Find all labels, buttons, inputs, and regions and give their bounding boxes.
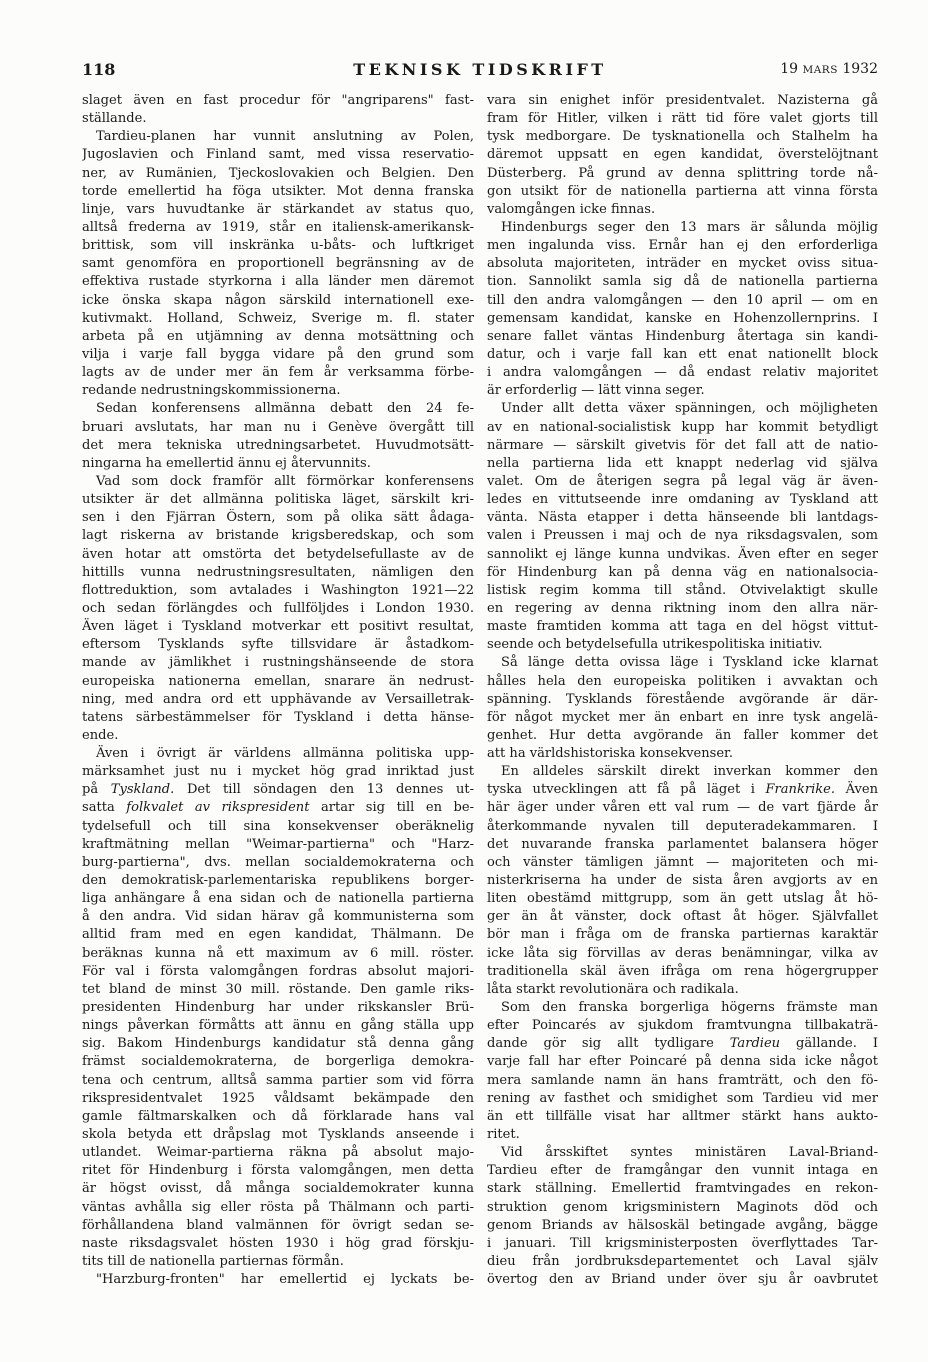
text-line: ner, av Rumänien, Tjeckoslovakien och Belgien. Den bbox=[82, 165, 474, 181]
text-line: nella partierna lida ett knappt nederlag vid själva bbox=[487, 455, 878, 471]
text-line: kutivmakt. Holland, Schweiz, Sverige m. fl. stater bbox=[82, 310, 474, 326]
text-line: mande av jämlikhet i rustningshänseende de stora bbox=[82, 655, 474, 671]
text-line: däremot uppsatt en egen kandidat, överstelöjtnant bbox=[487, 147, 878, 163]
text-line: är erforderlig — lätt vinna seger. bbox=[487, 383, 705, 399]
text-line: nings påverkan förmåtts att ännu en gång ställa upp bbox=[82, 1018, 474, 1034]
text-line: Som den franska borgerliga högerns främste man bbox=[501, 1000, 878, 1016]
text-line: Hindenburgs seger den 13 mars är sålunda möjlig bbox=[501, 219, 878, 235]
text-line: Jugoslavien och Finland samt, med vissa reservatio- bbox=[82, 147, 474, 163]
text-line: traditionella skäl även ifråga om rena högergrupper bbox=[487, 963, 878, 979]
text-line: icke önska skapa någon särskild internationell exe- bbox=[82, 292, 474, 308]
page-header bbox=[82, 60, 878, 84]
text-line: skola betyda ett dråpslag mot Tysklands anseende i bbox=[82, 1127, 474, 1143]
text-line: Under allt detta växer spänningen, och möjligheten bbox=[501, 401, 878, 417]
text-line: ritet för Hindenburg i första valomgången, men detta bbox=[82, 1163, 474, 1179]
text-line: det mera tekniska utredningsarbetet. Huvudmotsätt- bbox=[82, 437, 474, 453]
text-line: tet bland de minst 30 mill. röstande. Den gamle riks- bbox=[82, 981, 474, 997]
text-line: övertog den av Briand under över sju år oavbrutet bbox=[487, 1272, 878, 1288]
text-line: Sedan konferensens allmänna debatt den 24 fe- bbox=[96, 401, 474, 417]
text-line: en regering av denna riktning inom den allra när- bbox=[487, 600, 878, 616]
text-line: europeiska nationerna emellan, snarare än nedrust- bbox=[82, 673, 474, 689]
text-line: presidenten Hindenburg har under rikskansler Brü- bbox=[82, 1000, 474, 1016]
text-line: valen i Preussen i maj och de nya riksdagsvalen, som bbox=[487, 528, 878, 544]
text-line: ritet. bbox=[487, 1127, 520, 1143]
text-line: det nuvarande franska parlamentet balansera höger bbox=[487, 836, 878, 852]
text-line: alltid fram med en egen kandidat, Thälmann. De bbox=[82, 927, 474, 943]
text-line: absoluta majoriteten, inträder en mycket oviss situa- bbox=[487, 256, 878, 272]
text-line: beräknas kunna nå ett maximum av 6 mill. röster. bbox=[82, 945, 474, 961]
text-line: rikspresidentvalet 1925 våldsamt bekämpade den bbox=[82, 1090, 474, 1106]
text-line: ende. bbox=[82, 727, 119, 743]
page-number: 118 bbox=[82, 60, 116, 79]
text-line: tits till de nationella partiernas förmån. bbox=[82, 1254, 344, 1269]
text-line: är högst ovisst, då många socialdemokrater kunna bbox=[82, 1181, 474, 1197]
text-line: spänning. Tysklands förestående avgörande är där- bbox=[487, 691, 878, 707]
text-line: i andra valomgången — då endast relativ majoritet bbox=[487, 365, 878, 381]
text-line: gon utsikt för de nationella partierna att vinna första bbox=[487, 183, 878, 199]
text-line: för Hindenburg kan på denna väg en nationalsocia- bbox=[487, 564, 878, 580]
text-line: bör man i fråga om de franska partiernas karaktär bbox=[487, 927, 878, 943]
text-line: rening av fasthet och smidighet som Tardieu vid mer bbox=[487, 1090, 878, 1106]
text-line: burg-partierna", dvs. mellan socialdemokraterna och bbox=[82, 854, 474, 870]
issue-date-month: MARS bbox=[802, 64, 838, 76]
text-line: slaget även en fast procedur för "angriparens" fast- bbox=[82, 93, 474, 108]
text-line: liten obestämd mittgrupp, som än gett utslag åt hö- bbox=[487, 891, 878, 907]
text-line: ger än åt vänster, dock oftast åt höger. Självfallet bbox=[487, 909, 878, 925]
text-line: men ingalunda viss. Ernår han ej den erforderliga bbox=[487, 238, 878, 254]
text-line: utlandet. Weimar-partierna räkna på absolut majo- bbox=[82, 1145, 474, 1161]
text-line: arbeta på en utjämning av denna motsättning och bbox=[82, 328, 474, 344]
text-line: sig. Bakom Hindenburgs kandidatur stå denna gång bbox=[82, 1036, 474, 1052]
text-line: brittisk, som vill inskränka u-båts- och luftkriget bbox=[82, 238, 474, 254]
text-line: återkommande nyvalen till deputeradekammaren. I bbox=[487, 818, 878, 834]
text-line: lagt riskerna av bristande krigsberedskap, och som bbox=[82, 528, 474, 544]
text-line: tena och centrum, alltså samma partier som vid förra bbox=[82, 1072, 474, 1088]
text-line: tatens särbestämmelser för Tyskland i detta hänse- bbox=[82, 709, 474, 725]
text-line: seende och betydelsefulla utrikespolitiska initiativ. bbox=[487, 637, 823, 653]
text-line: vara sin enighet inför presidentvalet. Nazisterna gå bbox=[487, 93, 878, 108]
text-line: valomgången icke finnas. bbox=[487, 201, 656, 217]
text-line: listisk regim komma till stånd. Otvivelaktigt skulle bbox=[487, 582, 878, 598]
text-line: Även i övrigt är världens allmänna politiska upp- bbox=[96, 746, 474, 762]
emphasized-text: Frankrike. bbox=[765, 782, 836, 798]
text-line: Så länge detta ovissa läge i Tyskland icke klarnat bbox=[501, 655, 878, 671]
text-line: förhållandena bland valmännen för övrigt sedan se- bbox=[82, 1217, 474, 1233]
text-line bbox=[82, 799, 474, 817]
journal-title: TEKNISK TIDSKRIFT bbox=[353, 60, 607, 79]
text-line: Tardieu-planen har vunnit anslutning av Polen, bbox=[96, 129, 474, 145]
text-line: dande gör sig allt tydligare Tardieu gällande. I bbox=[487, 1036, 878, 1052]
text-line: vilja i varje fall bygga vidare på den grund som bbox=[82, 346, 474, 362]
text-line: hålles hela den europeiska politiken i avvaktan och bbox=[487, 673, 878, 689]
text-line: fram för Hitler, vilken i rätt tid före valet gjorts till bbox=[487, 111, 878, 127]
text-line: samt genomföra en proportionell begränsning av de bbox=[82, 256, 474, 272]
text-line: sen i den Fjärran Östern, som på olika sätt ådaga- bbox=[82, 510, 474, 526]
text-line: ställande. bbox=[82, 111, 147, 127]
text-line: nisterkriserna ha under de sista åren avgjorts av en bbox=[487, 873, 878, 889]
text-line: Vid årsskiftet syntes ministären Laval-Briand- bbox=[501, 1145, 878, 1161]
text-line: maste framtiden komma att taga en del högst vittut- bbox=[487, 619, 878, 635]
text-line: tysk medborgare. De tysknationella och Stalhelm ha bbox=[487, 129, 878, 145]
text-line bbox=[82, 781, 474, 799]
text-line: att ha världshistoriska konsekvenser. bbox=[487, 746, 733, 762]
text-line: eftersom Tysklands syfte tillsvidare är åstadkom- bbox=[82, 637, 474, 653]
right-column bbox=[487, 92, 878, 1289]
text-line: effektiva rustade styrkorna i alla länder men däremot bbox=[82, 274, 474, 290]
text-line: ledes en vittutseende inre omdaning av Tyskland att bbox=[487, 492, 878, 508]
text-line: En alldeles särskilt direkt inverkan kommer den bbox=[501, 764, 878, 780]
text-line: genom Briands av hälsoskäl betingade avgång, bägge bbox=[487, 1217, 878, 1233]
issue-date bbox=[780, 61, 878, 77]
text-line: lagts av de under mer än fem år verksamma förbe- bbox=[82, 365, 474, 381]
text-line: den demokratisk-parlementariska republikens borger- bbox=[82, 873, 474, 889]
text-segment: artar sig till en be- bbox=[309, 800, 474, 816]
text-line: och vänster tämligen jämnt — majoriteten och mi- bbox=[487, 854, 878, 870]
text-line: valet. Om de återigen segra på legal väg är även- bbox=[487, 473, 878, 489]
text-line: struktion genom krigsministern Maginots död och bbox=[487, 1199, 878, 1215]
left-column bbox=[82, 92, 474, 1289]
text-line: även hotar att omstörta det betydelsefullaste av de bbox=[82, 546, 474, 562]
text-line: gemensam kandidat, kanske en Hohenzollernprins. I bbox=[487, 310, 878, 326]
text-line: ning, med andra ord ett upphävande av Versailletrak- bbox=[82, 691, 474, 707]
text-line: naste riksdagsvalet hösten 1930 i hög grad förskju- bbox=[82, 1235, 474, 1251]
text-line: och sedan förlängdes och fullföljdes i London 1930. bbox=[82, 600, 474, 616]
text-line: icke låta sig förvillas av deras benämningar, vilka av bbox=[487, 945, 878, 961]
text-line: tydelsefull och till sina konsekvenser oberäknelig bbox=[82, 818, 474, 834]
text-line: kraftmätning mellan "Weimar-partierna" och "Harz- bbox=[82, 836, 474, 852]
text-line: sannolikt ej länge kunna undvikas. Även efter en seger bbox=[487, 546, 878, 562]
text-line: varje fall har efter Poincaré på denna sida icke något bbox=[487, 1054, 878, 1070]
text-line: främst socialdemokraterna, de borgerliga demokra- bbox=[82, 1054, 474, 1070]
text-line: datur, och i varje fall kan ett enat nationellt block bbox=[487, 346, 878, 362]
text-line: bruari avslutats, har man nu i Genève övergått till bbox=[82, 419, 474, 435]
text-line: hittills vunna nedrustningsresultaten, nämligen den bbox=[82, 564, 474, 580]
text-line: Düsterberg. På grund av denna splittring torde nå- bbox=[487, 165, 878, 181]
text-segment: på bbox=[82, 782, 111, 798]
issue-date-year: 1932 bbox=[842, 61, 878, 77]
text-line: än ett tillfälle visat har alltmer stärkt hans aukto- bbox=[487, 1108, 878, 1124]
text-line: tion. Sannolikt samla sig då de nationella partierna bbox=[487, 274, 878, 290]
text-line: För val i första valomgången fordras absolut majori- bbox=[82, 963, 474, 979]
text-line: genhet. Hur detta avgörande än faller kommer det bbox=[487, 727, 878, 743]
text-line: låta starkt revolutionära och radikala. bbox=[487, 981, 739, 997]
text-line: å den andra. Vid sidan härav gå kommunisterna som bbox=[82, 909, 474, 925]
text-line: alltså frederna av 1919, står en italiensk-amerikansk- bbox=[82, 219, 474, 235]
text-line: för något mycket mer än enbart en inre tysk angelä- bbox=[487, 709, 878, 725]
text-line: redande nedrustningskommissionerna. bbox=[82, 383, 341, 399]
text-line: utsikter är det allmänna politiska läget, särskilt kri- bbox=[82, 492, 474, 508]
text-line: mera samlande namn än hans framträtt, och den fö- bbox=[487, 1072, 878, 1088]
text-segment: Det till söndagen den 13 dennes ut- bbox=[174, 782, 474, 798]
text-line: senare fallet väntas Hindenburg återtaga sin kandi- bbox=[487, 328, 878, 344]
text-line: märksamhet just nu i mycket hög grad inriktad just bbox=[82, 764, 474, 780]
text-line: Vad som dock framför allt förmörkar konferensens bbox=[96, 473, 474, 489]
text-line: linje, vars huvudtanke är stärkandet av status quo, bbox=[82, 201, 474, 217]
emphasized-text: Tardieu bbox=[729, 1036, 781, 1052]
text-line: väntas avhålla sig eller rösta på Thälmann och parti- bbox=[82, 1199, 474, 1215]
text-line: ningarna ha emellertid ännu ej återvunnits. bbox=[82, 455, 371, 471]
text-segment: satta bbox=[82, 800, 127, 816]
text-line: dieu från jordbruksdepartementet och Laval själv bbox=[487, 1254, 878, 1269]
text-line: torde emellertid ha föga utsikter. Mot denna franska bbox=[82, 183, 474, 199]
text-line: "Harzburg-fronten" har emellertid ej lyckats be- bbox=[96, 1272, 474, 1288]
text-line: efter Poincarés av sjukdom framtvungna tillbakaträ- bbox=[487, 1018, 878, 1034]
text-line: här äger under våren ett val rum — de vart fjärde år bbox=[487, 800, 878, 816]
text-line: i januari. Till krigsministerposten överflyttades Tar- bbox=[487, 1235, 878, 1251]
issue-date-day: 19 bbox=[780, 61, 799, 77]
text-line: flottreduktion, som avtalades i Washington 1921—22 bbox=[82, 582, 474, 598]
text-line: tyska utvecklingen att få på läget i Frankrike. Även bbox=[487, 782, 878, 798]
text-line: till den andra valomgången — den 10 april — om en bbox=[487, 292, 878, 308]
text-line: vänta. Nästa etapper i detta hänseende bli lantdags- bbox=[487, 510, 878, 526]
emphasized-text: Tyskland. bbox=[110, 782, 175, 798]
text-line: Tardieu efter de framgångar den vunnit intaga en bbox=[487, 1163, 878, 1179]
text-line: gamle fältmarskalken och då förklarade hans val bbox=[82, 1108, 474, 1124]
text-line: liga anhängare å ena sidan och de nationella partierna bbox=[82, 891, 474, 907]
emphasized-text: folkvalet av rikspresident bbox=[126, 800, 310, 816]
text-line: närmare — särskilt givetvis för det fall att de natio- bbox=[487, 437, 878, 453]
text-line: Även läget i Tyskland motverkar ett positivt resultat, bbox=[82, 619, 474, 635]
text-line: stark ställning. Emellertid framtvingades en rekon- bbox=[487, 1181, 878, 1197]
text-line: av en national-socialistisk kupp har kommit betydligt bbox=[487, 419, 878, 435]
